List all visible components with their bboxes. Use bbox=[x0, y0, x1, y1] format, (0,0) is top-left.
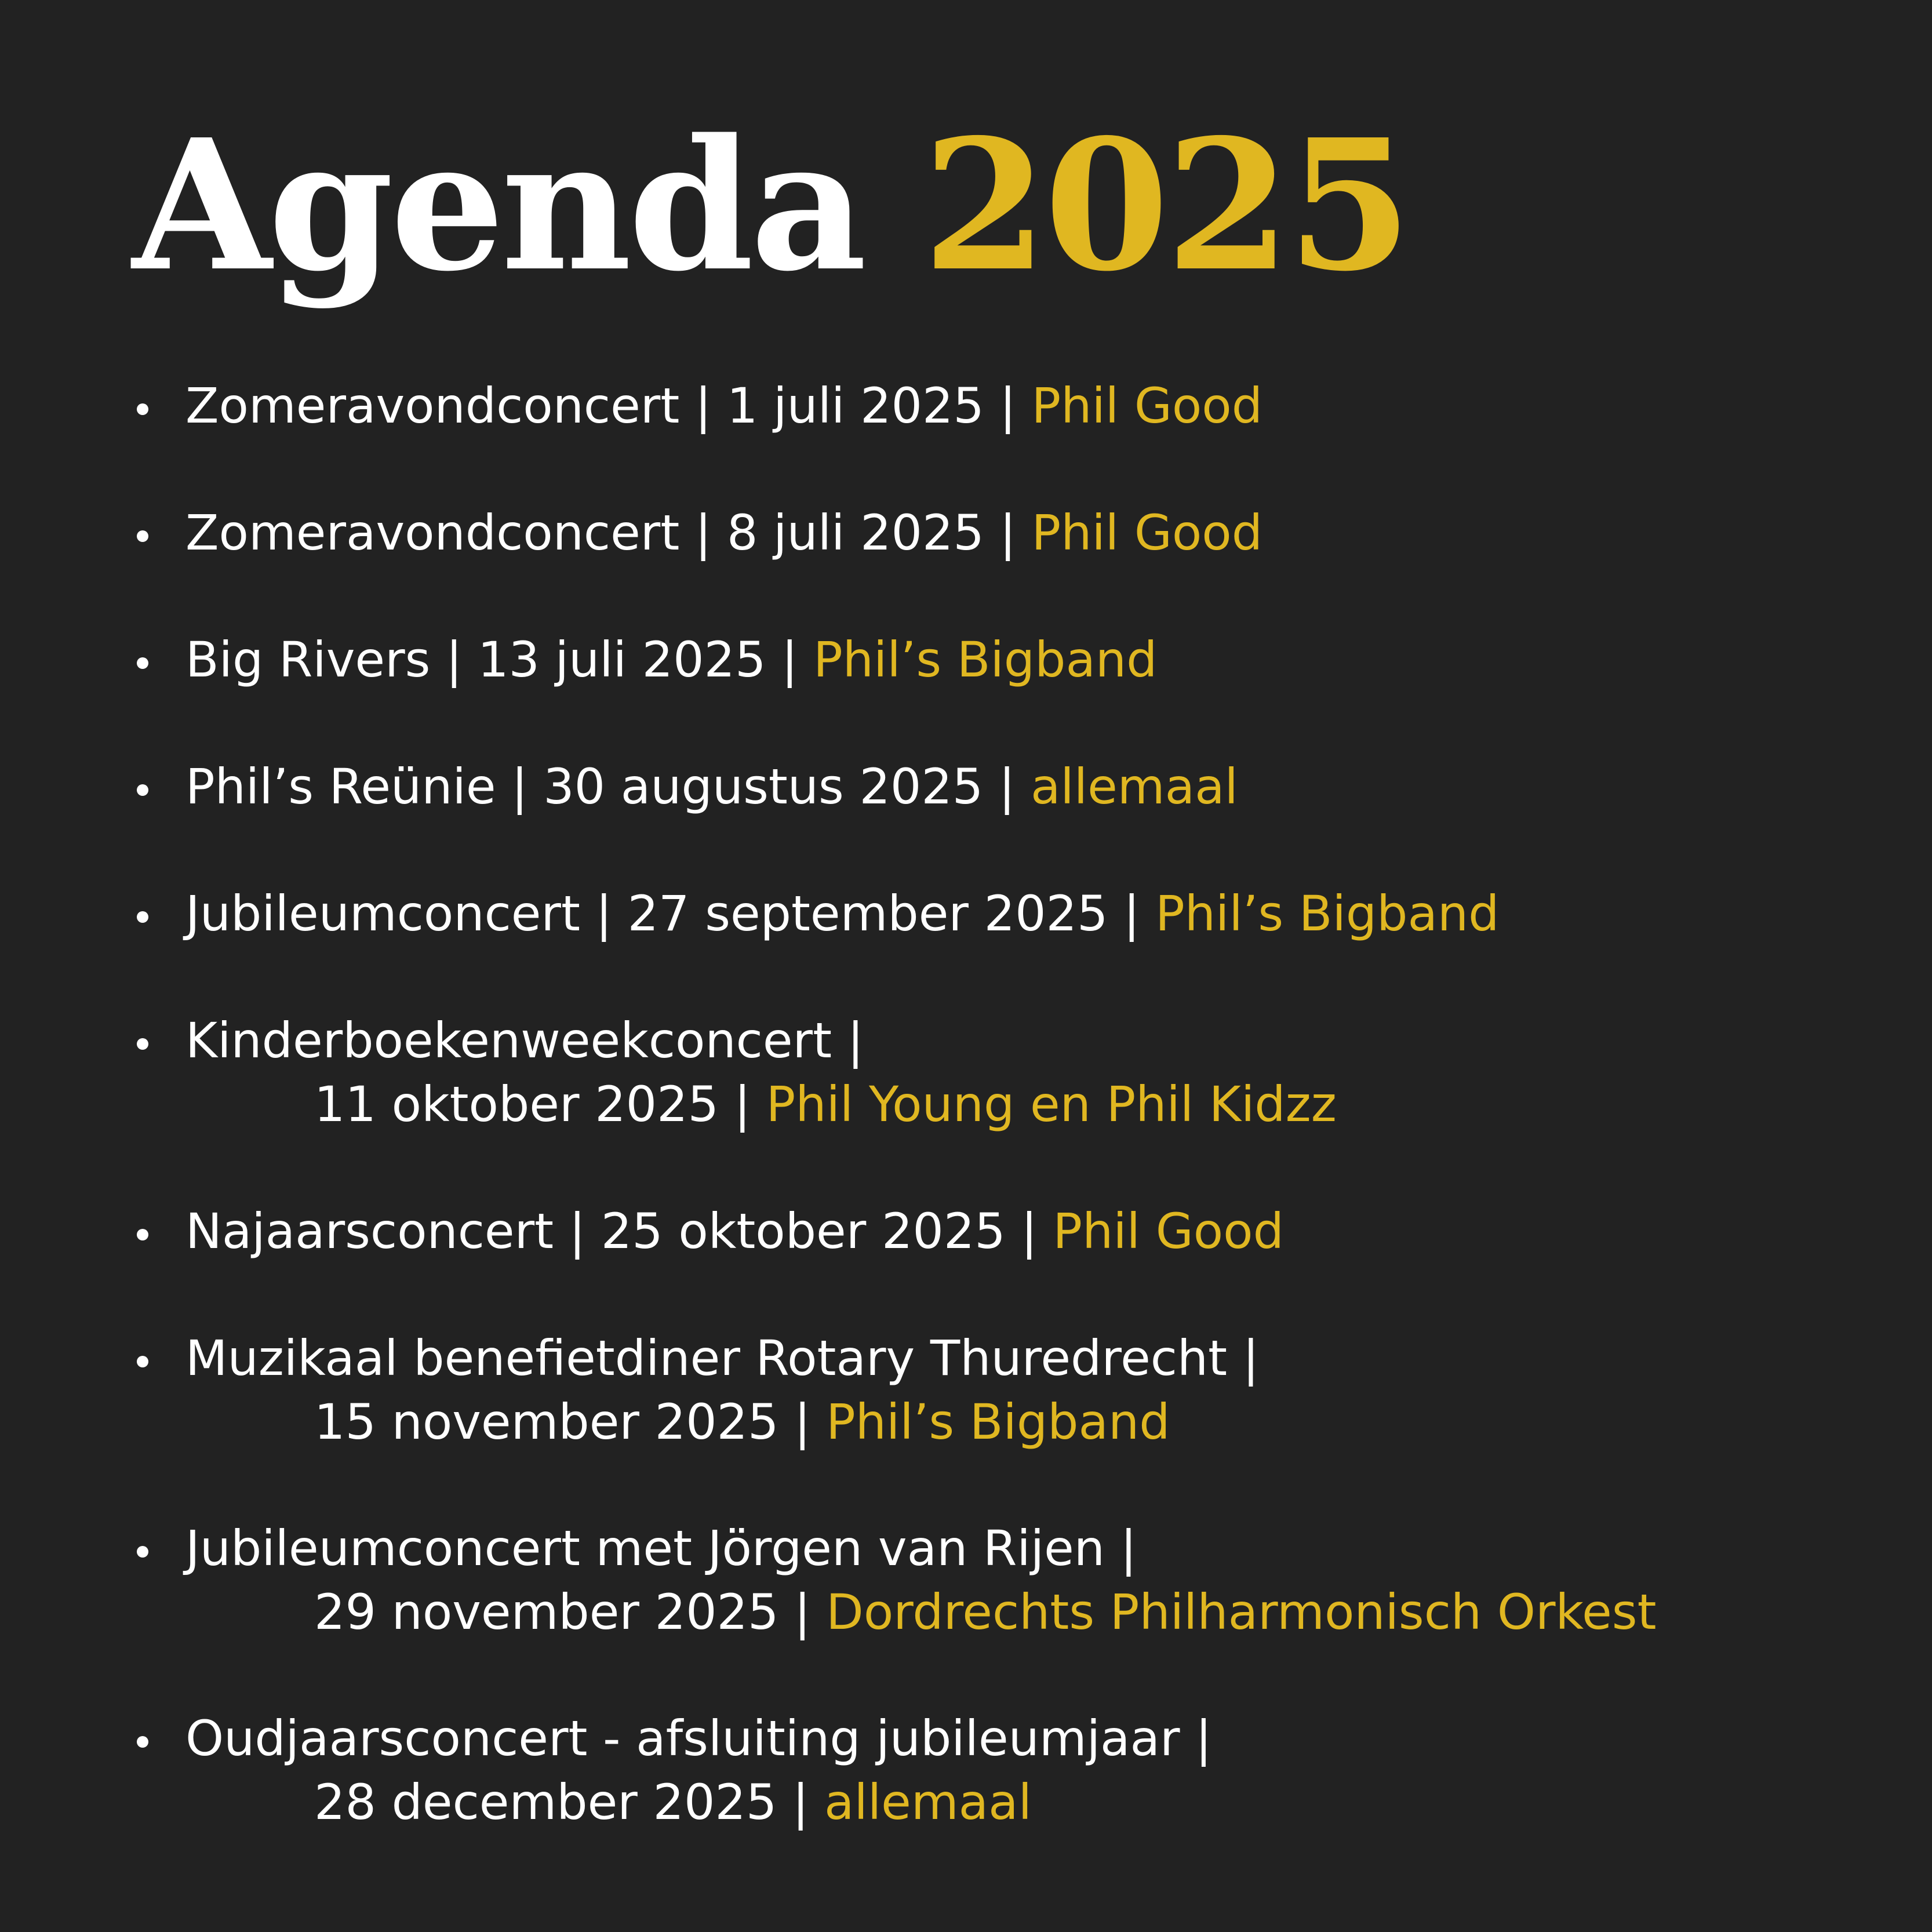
event-line-1 bbox=[185, 758, 1238, 815]
event-text: Najaarsconcert | 25 oktober 2025 | bbox=[185, 1203, 1053, 1260]
event-line-2 bbox=[314, 1774, 1032, 1831]
event-text: Phil’s Reünie | 30 augustus 2025 | bbox=[185, 758, 1031, 815]
event-performer: Phil Good bbox=[1031, 377, 1263, 434]
event-line-2 bbox=[314, 1076, 1337, 1133]
event-performer: Phil’s Bigband bbox=[826, 1393, 1170, 1450]
event-line-1: Kinderboekenweekconcert | bbox=[185, 1012, 864, 1069]
bullet-icon bbox=[134, 508, 153, 557]
event-performer: allemaal bbox=[1030, 758, 1238, 815]
bullet-icon bbox=[134, 1334, 153, 1382]
event-date: 28 december 2025 | bbox=[314, 1774, 824, 1831]
title-year: 2025 bbox=[922, 100, 1409, 311]
bullet-icon bbox=[134, 1016, 153, 1065]
event-line-2 bbox=[314, 1393, 1170, 1450]
event-text: Jubileumconcert | 27 september 2025 | bbox=[185, 885, 1156, 942]
event-performer: Phil Good bbox=[1031, 504, 1263, 561]
event-performer: Dordrechts Philharmonisch Orkest bbox=[826, 1584, 1657, 1640]
event-line-1 bbox=[185, 377, 1263, 434]
bullet-icon bbox=[134, 889, 153, 938]
bullet-icon bbox=[134, 635, 153, 684]
bullet-icon bbox=[134, 381, 153, 430]
event-date: 11 oktober 2025 | bbox=[314, 1076, 766, 1133]
event-performer: Phil Young en Phil Kidzz bbox=[766, 1076, 1337, 1133]
event-line-1 bbox=[185, 885, 1500, 942]
event-performer: Phil Good bbox=[1053, 1203, 1284, 1260]
bullet-icon bbox=[134, 1524, 153, 1573]
bullet-icon bbox=[134, 1714, 153, 1763]
event-line-1: Jubileumconcert met Jörgen van Rijen | bbox=[185, 1520, 1137, 1577]
bullet-icon bbox=[134, 1207, 153, 1256]
event-performer: Phil’s Bigband bbox=[813, 631, 1158, 688]
event-line-2 bbox=[314, 1584, 1657, 1640]
event-performer: Phil’s Bigband bbox=[1155, 885, 1500, 942]
event-date: 29 november 2025 | bbox=[314, 1584, 827, 1640]
event-date: 15 november 2025 | bbox=[314, 1393, 827, 1450]
event-performer: allemaal bbox=[824, 1774, 1032, 1831]
bullet-icon bbox=[134, 762, 153, 811]
event-line-1: Muzikaal benefietdiner Rotary Thuredrecht | bbox=[185, 1330, 1260, 1387]
event-line-1: Oudjaarsconcert - afsluiting jubileumjaar | bbox=[185, 1710, 1212, 1767]
event-line-1 bbox=[185, 631, 1158, 688]
event-line-1 bbox=[185, 1203, 1284, 1260]
event-text: Zomeravondconcert | 1 juli 2025 | bbox=[185, 377, 1032, 434]
event-text: Big Rivers | 13 juli 2025 | bbox=[185, 631, 814, 688]
event-text: Zomeravondconcert | 8 juli 2025 | bbox=[185, 504, 1032, 561]
title-main: Agenda bbox=[132, 100, 864, 311]
event-line-1 bbox=[185, 504, 1263, 561]
